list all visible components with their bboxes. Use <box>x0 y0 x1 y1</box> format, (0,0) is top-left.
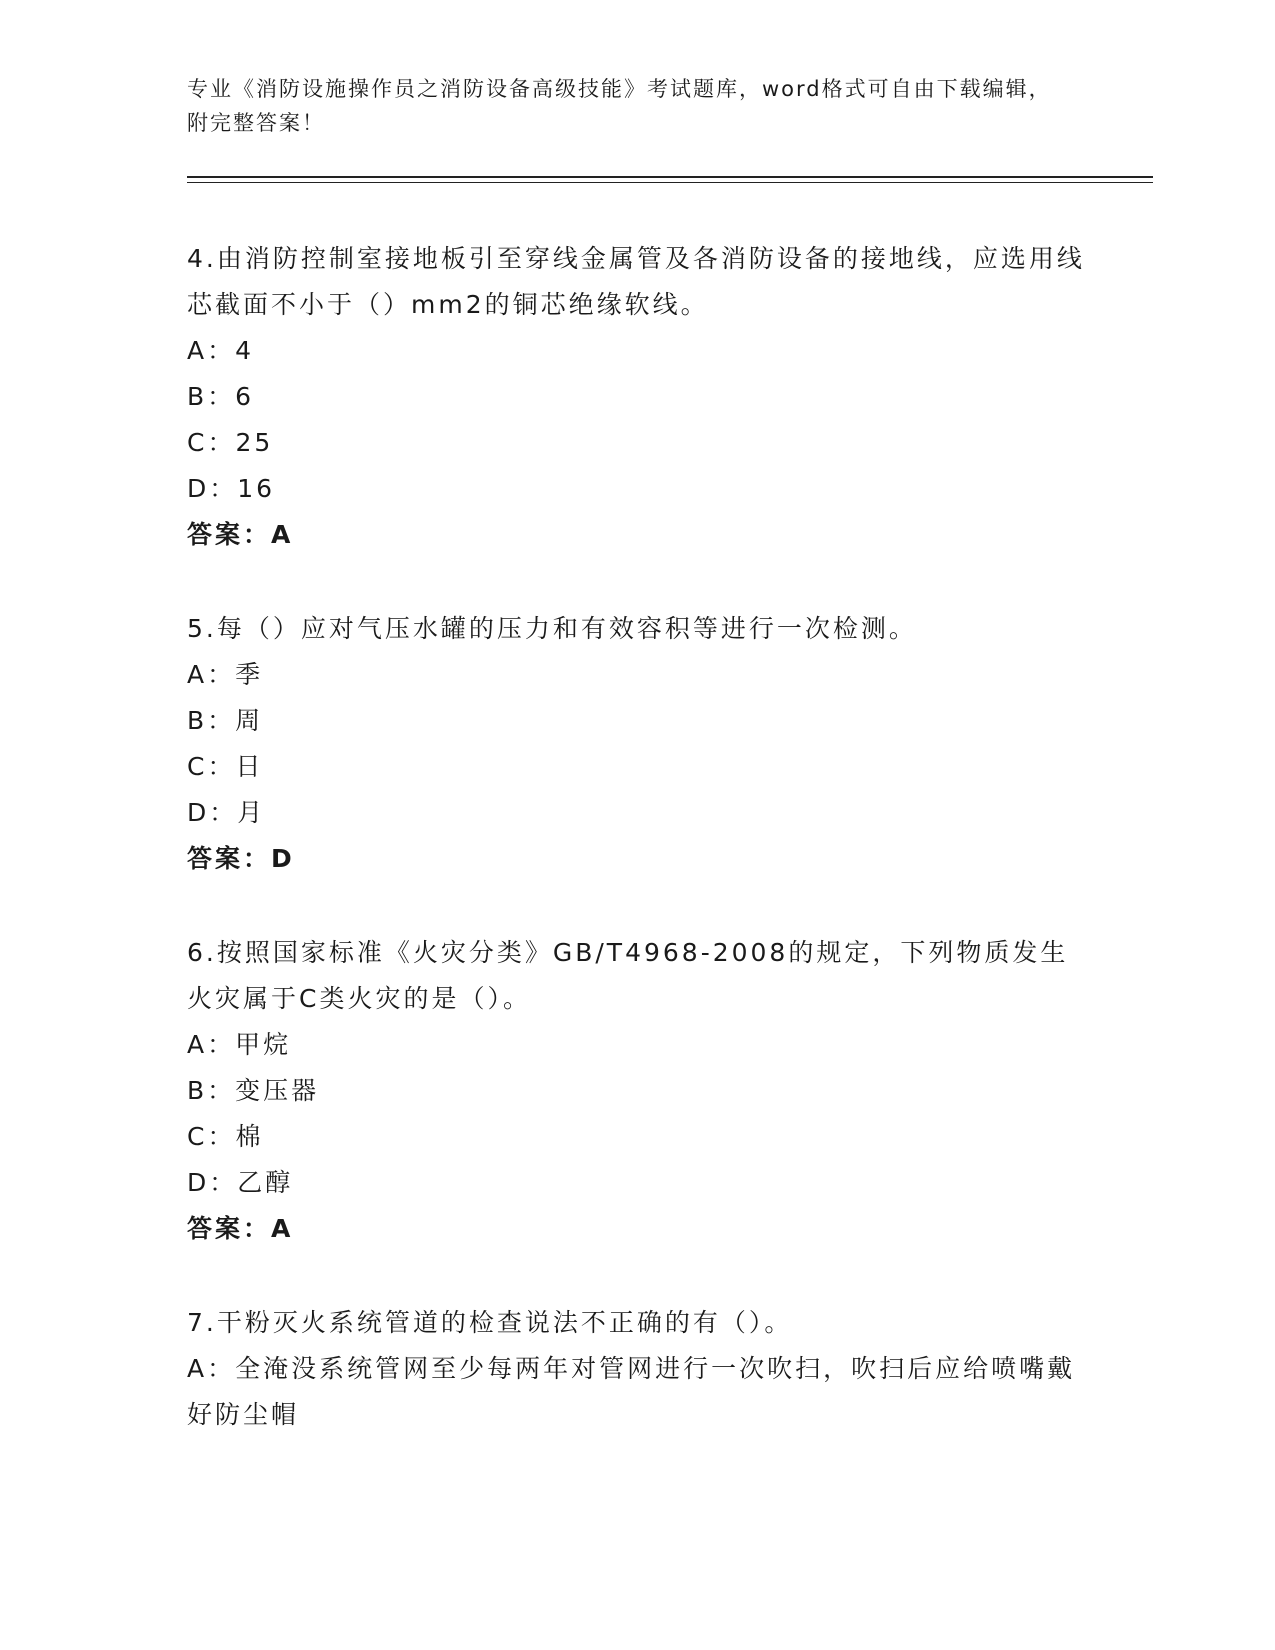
option-label: A： <box>187 1030 236 1059</box>
option-label: D： <box>187 1168 238 1197</box>
answer-line: 答案：A <box>187 520 294 549</box>
question-list <box>187 236 1087 1486</box>
option-label: B： <box>187 706 236 735</box>
option-text: 25 <box>235 428 274 457</box>
option-text: 季 <box>235 660 264 689</box>
option-label: A： <box>187 660 236 689</box>
option-c <box>187 744 1087 790</box>
option-label: B： <box>187 1076 236 1105</box>
question-4 <box>187 236 1087 558</box>
option-text: 周 <box>235 706 264 735</box>
option-label: D： <box>187 474 238 503</box>
question-5 <box>187 606 1087 882</box>
question-6 <box>187 930 1087 1252</box>
option-label: C： <box>187 1122 236 1151</box>
option-text: 日 <box>235 752 264 781</box>
option-c <box>187 1114 1087 1160</box>
answer-line: 答案：A <box>187 1214 294 1243</box>
option-text: 16 <box>237 474 276 503</box>
question-stem: 7.干粉灭火系统管道的检查说法不正确的有（）。 <box>187 1308 793 1337</box>
question-stem: 6.按照国家标准《火灾分类》GB/T4968-2008的规定，下列物质发生火灾属于C类火灾的是（）。 <box>187 938 1069 1013</box>
answer-line: 答案：D <box>187 844 295 873</box>
header-divider-thick <box>187 176 1153 178</box>
option-b <box>187 1068 1087 1114</box>
option-d <box>187 466 1087 512</box>
option-b <box>187 698 1087 744</box>
option-label: A： <box>187 1354 236 1383</box>
option-label: A： <box>187 336 236 365</box>
option-a <box>187 328 1087 374</box>
option-a <box>187 652 1087 698</box>
option-a <box>187 1346 1087 1438</box>
option-text: 变压器 <box>235 1076 320 1105</box>
option-text: 4 <box>235 336 255 365</box>
option-b <box>187 374 1087 420</box>
document-header: 专业《消防设施操作员之消防设备高级技能》考试题库，word格式可自由下载编辑，附完整答案！ <box>187 77 1052 135</box>
option-a <box>187 1022 1087 1068</box>
option-label: B： <box>187 382 236 411</box>
option-text: 6 <box>235 382 255 411</box>
question-stem: 4.由消防控制室接地板引至穿线金属管及各消防设备的接地线，应选用线芯截面不小于（）mm2的铜芯绝缘软线。 <box>187 244 1085 319</box>
option-text: 甲烷 <box>235 1030 292 1059</box>
option-text: 全淹没系统管网至少每两年对管网进行一次吹扫，吹扫后应给喷嘴戴好防尘帽 <box>187 1354 1076 1429</box>
header-divider-thin <box>187 182 1153 183</box>
option-c <box>187 420 1087 466</box>
question-stem: 5.每（）应对气压水罐的压力和有效容积等进行一次检测。 <box>187 614 917 643</box>
option-text: 月 <box>237 798 266 827</box>
question-7 <box>187 1300 1087 1438</box>
option-text: 棉 <box>235 1122 264 1151</box>
option-label: C： <box>187 752 236 781</box>
option-text: 乙醇 <box>237 1168 294 1197</box>
option-d <box>187 1160 1087 1206</box>
option-label: D： <box>187 798 238 827</box>
option-d <box>187 790 1087 836</box>
option-label: C： <box>187 428 236 457</box>
